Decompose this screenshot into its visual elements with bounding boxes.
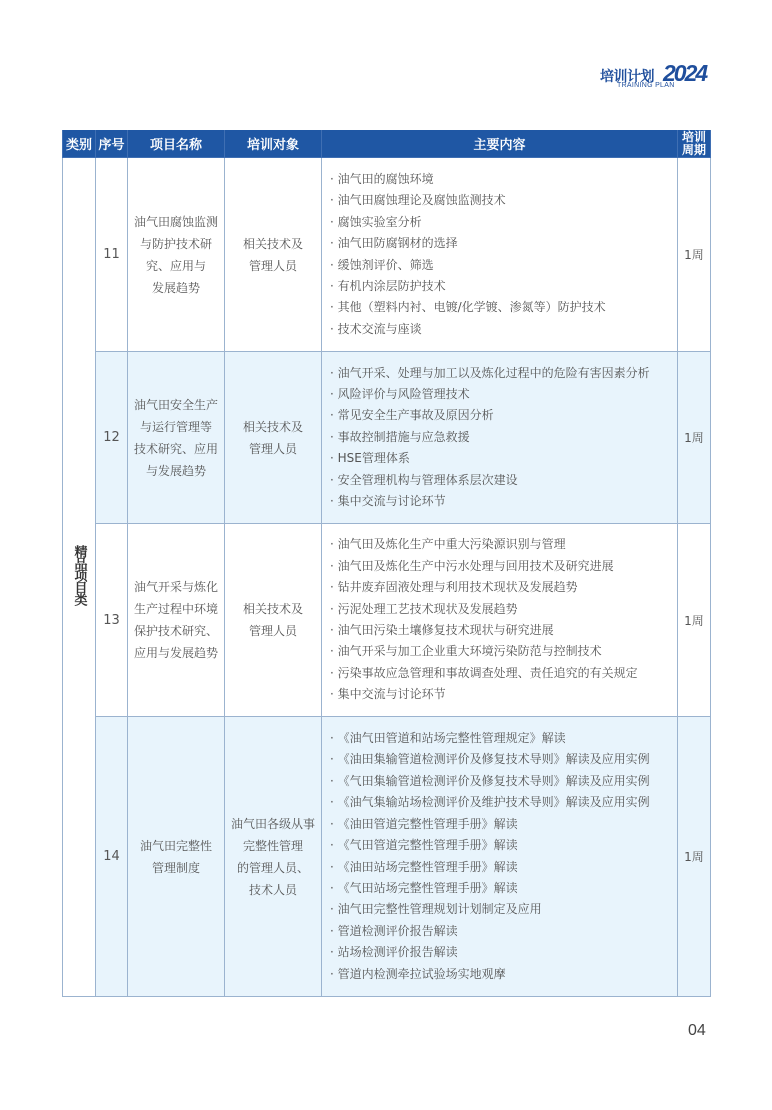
audience (225, 717, 322, 997)
training-plan-logo (600, 62, 715, 96)
content-item: · 集中交流与讨论环节 (330, 494, 446, 509)
project-name-line: 应用与发展趋势 (133, 646, 218, 660)
content-item: · 污泥处理工艺技术现状及发展趋势 (330, 601, 518, 616)
table-row (63, 158, 711, 352)
audience-line: 管理人员 (248, 441, 297, 456)
content-item: · 有机内涂层防护技术 (330, 278, 446, 293)
audience-line: 管理人员 (248, 258, 297, 273)
content-item: · 《油田管道完整性管理手册》解读 (330, 816, 518, 831)
row-number: 12 (96, 352, 128, 524)
audience (225, 158, 322, 352)
content-item: · 安全管理机构与管理体系层次建设 (330, 472, 518, 487)
table-header-row (63, 130, 711, 158)
table-row (63, 352, 711, 524)
content-item: · 油气开采、处理与加工以及炼化过程中的危险有害因素分析 (330, 365, 650, 380)
main-content (322, 158, 678, 352)
content-item: · 管道内检测牵拉试验场实地观摩 (330, 966, 506, 981)
category-label: 精品项目类 (71, 545, 87, 605)
project-name-line: 与运行管理等 (139, 419, 212, 434)
content-item: · 油气田及炼化生产中污水处理与回用技术及研究进展 (330, 558, 614, 573)
content-item: · 油气田污染土壤修复技术现状与研究进展 (330, 623, 554, 637)
page-number: 04 (688, 1022, 706, 1039)
audience (225, 352, 322, 524)
content-item: · 《气田站场完整性管理手册》解读 (330, 880, 518, 895)
table-row (63, 717, 711, 997)
column-header-number: 序号 (96, 130, 128, 158)
content-item: · 缓蚀剂评价、筛选 (330, 257, 434, 272)
audience (225, 524, 322, 717)
content-item: · HSE管理体系 (330, 451, 410, 466)
content-item: · 钻井废弃固液处理与利用技术现状及发展趋势 (330, 580, 578, 595)
audience-line: 相关技术及 (242, 419, 303, 434)
content-item: · 技术交流与座谈 (330, 321, 422, 336)
column-header-project-name: 项目名称 (128, 130, 225, 158)
project-name-line: 技术研究、应用 (133, 441, 218, 456)
audience-line: 管理人员 (248, 624, 297, 638)
period: 1周 (678, 524, 711, 717)
content-item: · 《油气田管道和站场完整性管理规定》解读 (330, 731, 566, 746)
logo-title-cn: 培训计划 (600, 69, 654, 85)
content-item: · 其他（塑料内衬、电镀/化学镀、渗氮等）防护技术 (330, 300, 606, 315)
project-name-line: 油气开采与炼化 (133, 580, 218, 594)
column-header-period: 培训周期 (678, 130, 711, 158)
content-item: · 常见安全生产事故及原因分析 (330, 408, 494, 423)
content-item: · 管道检测评价报告解读 (330, 923, 458, 938)
main-content (322, 524, 678, 717)
project-name-line: 生产过程中环境 (133, 602, 218, 616)
period: 1周 (678, 717, 711, 997)
content-item: · 油气田完整性管理规划计划制定及应用 (330, 902, 542, 917)
content-item: · 《油田集输管道检测评价及修复技术导则》解读及应用实例 (330, 752, 650, 767)
content-item: · 污染事故应急管理和事故调查处理、责任追究的有关规定 (330, 665, 638, 680)
project-name-line: 油气田腐蚀监测 (133, 214, 218, 229)
audience-line: 相关技术及 (242, 602, 303, 616)
main-content (322, 717, 678, 997)
project-name-line: 与防护技术研 (139, 236, 212, 251)
audience-line: 的管理人员、 (236, 860, 309, 875)
row-number: 14 (96, 717, 128, 997)
project-name-line: 发展趋势 (151, 280, 200, 295)
content-item: · 风险评价与风险管理技术 (330, 386, 470, 401)
column-header-audience: 培训对象 (225, 130, 322, 158)
audience-line: 相关技术及 (242, 236, 303, 251)
logo-title-en: TRAINING PLAN (617, 82, 675, 89)
audience-line: 技术人员 (248, 882, 297, 897)
column-header-category: 类别 (63, 130, 96, 158)
project-name (128, 524, 225, 717)
content-item: · 油气田的腐蚀环境 (330, 171, 434, 186)
content-item: · 油气田防腐钢材的选择 (330, 236, 458, 251)
project-name (128, 717, 225, 997)
content-item: · 《油气集输站场检测评价及维护技术导则》解读及应用实例 (330, 795, 650, 810)
project-name-line: 油气田完整性 (139, 838, 212, 853)
project-name-line: 保护技术研究、 (133, 624, 218, 638)
project-name-line: 与发展趋势 (145, 463, 206, 478)
project-name-line: 管理制度 (151, 860, 200, 875)
row-number: 11 (96, 158, 128, 352)
project-name (128, 158, 225, 352)
content-item: · 《气田管道完整性管理手册》解读 (330, 838, 518, 853)
content-item: · 站场检测评价报告解读 (330, 945, 458, 960)
audience-line: 完整性管理 (242, 838, 303, 853)
main-content (322, 352, 678, 524)
project-name-line: 究、应用与 (145, 258, 206, 273)
period: 1周 (678, 352, 711, 524)
content-item: · 事故控制措施与应急救援 (330, 429, 470, 444)
training-plan-table (62, 130, 711, 997)
period: 1周 (678, 158, 711, 352)
content-item: · 腐蚀实验室分析 (330, 214, 422, 229)
content-item: · 集中交流与讨论环节 (330, 687, 446, 702)
content-item: · 油气田及炼化生产中重大污染源识别与管理 (330, 537, 566, 552)
content-item: · 油气田腐蚀理论及腐蚀监测技术 (330, 193, 506, 208)
logo-year: 2024 (663, 60, 707, 86)
project-name-line: 油气田安全生产 (133, 397, 218, 412)
audience-line: 油气田各级从事 (230, 816, 315, 831)
column-header-main-content: 主要内容 (322, 130, 678, 158)
content-item: · 油气开采与加工企业重大环境污染防范与控制技术 (330, 644, 602, 659)
category-cell (63, 158, 96, 997)
row-number: 13 (96, 524, 128, 717)
content-item: · 《气田集输管道检测评价及修复技术导则》解读及应用实例 (330, 773, 650, 788)
content-item: · 《油田站场完整性管理手册》解读 (330, 859, 518, 874)
project-name (128, 352, 225, 524)
table-row (63, 524, 711, 717)
